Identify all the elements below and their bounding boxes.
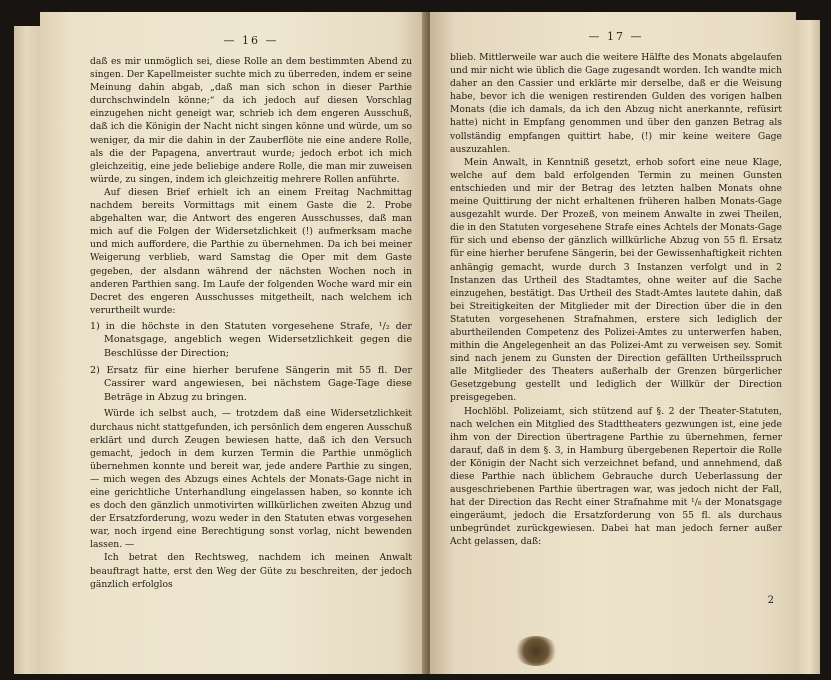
open-book [14,12,820,674]
list-item: 2) Ersatz für eine hierher berufene Sängerin mit 55 fl. Der Cassirer ward angewiesen, bei nächstem Gage-Tage diese Beträge in Abzug zu bringen. [90,364,412,403]
paragraph: blieb. Mittlerweile war auch die weitere Hälfte des Monats abgelaufen und mir nicht wie üblich die Gage zugesandt worden. Ich wandte mich daher an den Cassier und erklärte mir derselbe, daß er die Weisung habe, bevor ich die wenigen restirenden Gulden des vorigen halben Monats (die ich damals, da ich den Abzug nicht anerkannte, refüsirt hatte) nicht in Empfang genommen und über den ganzen Betrag als vollständig empfangen quittirt habe, (!) mir keine weitere Gage auszuzahlen. [450,52,782,155]
paragraph: Hochlöbl. Polizeiamt, sich stützend auf §. 2 der Theater-Statuten, nach welchen ein Mitglied des Stadttheaters gezwungen ist, eine jede ihm von der Direction übertragene Parthie zu übernehmen, ferner darauf, daß in dem §. 3, in Hamburg übergebenen Repertoir die Rolle der Königin der Nacht sich verzeichnet befand, und annehmend, daß diese Parthie nach üblichem Gebrauche durch Ueberlassung der ausgeschriebenen Parthie übertragen war, was jedoch nicht der Fall, hat der Direction das Recht einer Strafnahme mit ¹/₈ der Monatsgage eingeräumt, jedoch die Ersatzforderung von 55 fl. als durchaus unbegründet zurückgewiesen. Dabei hat man jedoch ferner außer Acht gelassen, daß: [450,405,782,548]
paragraph: daß es mir unmöglich sei, diese Rolle an dem bestimmten Abend zu singen. Der Kapellmeister suchte mich zu überreden, indem er seine Meinung dahin abgab, „daß man sich schon in dieser Parthie durchschwindeln könne;“ da ich jedoch auf diesen Vorschlag einzugehen nicht geneigt war, schrieb ich dem engeren Ausschuß, daß ich die Königin der Nacht nicht singen könne und würde, um so weniger, da mir die dahin in der Zauberflöte nie eine andere Rolle, als die der Papagena, anvertraut wurde; jedoch erbot ich mich gleichzeitig, eine jede beliebige andere Rolle, die man mir zuweisen würde, zu singen, indem ich gleichzeitig mehrere Rollen anführte. [90,56,412,185]
list-item: 1) in die höchste in den Statuten vorgesehene Strafe, ¹/₂ der Monatsgage, angeblich wegen Widersetzlichkeit gegen die Beschlüsse der Direction; [90,320,412,360]
left-page [40,12,428,674]
right-page [430,12,796,674]
paragraph: Auf diesen Brief erhielt ich an einem Freitag Nachmittag nachdem bereits Vormittags mit einem Gaste die 2. Probe abgehalten war, die Antwort des engeren Ausschusses, daß man mich auf die Folgen der Widersetzlichkeit (!) aufmerksam mache und mich auffordere, die Parthie zu übernehmen. Da ich bei meiner Weigerung verblieb, ward Samstag die Oper mit dem Gaste gegeben, der alsdann während der nächsten Wochen noch in anderen Parthien sang. Im Laufe der folgenden Woche ward mir ein Decret des engeren Ausschusses mitgetheilt, nach welchem ich verurtheilt wurde: [90,186,412,316]
ink-stain [514,636,558,666]
right-page-text [450,51,782,549]
left-page-text [90,55,412,591]
page-number-left: — 16 — [223,34,279,47]
paragraph: Ich betrat den Rechtsweg, nachdem ich meinen Anwalt beauftragt hatte, erst den Weg der Güte zu beschreiten, der jedoch gänzlich erfolglos [90,552,412,590]
paragraph: Mein Anwalt, in Kenntniß gesetzt, erhob sofort eine neue Klage, welche auf dem bald erfolgenden Termin zu meinen Gunsten entschieden und mir der Betrag des letzten halben Monats ohne meine Quittirung der nicht erhaltenen früheren halben Monats-Gage ausgezahlt wurde. Der Prozeß, von meinem Anwalte in zwei Theilen, die in den Statuten vorgesehene Strafe eines Achtels der Monats-Gage für sich und ebenso der gänzlich willkürliche Abzug von 55 fl. Ersatz für eine hierher berufene Sängerin, bei der Gewissenhaftigkeit richten anhängig gemacht, wurde durch 3 Instanzen verfolgt und in 2 Instanzen das Urtheil des Stadtamtes, ohne weiter auf die Sache einzugehen, bestätigt. Das Urtheil des Stadt-Amtes lautete dahin, daß bei Streitigkeiten der Mitglieder mit der Direction über die in den Statuten vorgesehenen Strafnahmen, erstere sich lediglich der aburtheilenden Competenz des Polizei-Amtes zu unterwerfen haben, mithin die Angelegenheit an das Polizei-Amt zu verweisen sey. Somit sind nach jenem zu Gunsten der Direction gefällten Urtheilsspruch alle Mitglieder des Theaters außerhalb der Grenzen bürgerlicher Gesetzgebung gestellt und lediglich der Willkür der Direction preisgegeben. [450,156,782,404]
right-page-edges [793,20,820,674]
catchword: 2 [767,595,774,606]
paragraph: Würde ich selbst auch, — trotzdem daß eine Widersetzlichkeit durchaus nicht stattgefunden, ich persönlich dem engeren Ausschuß erklärt und durch Zeugen bewiesen hatte, daß ich den Versuch gemacht, jedoch in dem kurzen Termin die Parthie unmöglich übernehmen konnte und bereit war, jede andere Parthie zu singen, — mich wegen des Abzugs eines Achtels der Monats-Gage nicht in eine gerichtliche Unterhandlung eingelassen haben, so konnte ich es doch den gänzlich unmotivirten willkürlichen zweiten Abzug und der Ersatzforderung, wozu weder in den Statuten etwas vorgesehen war, noch irgend eine Berechtigung sonst vorlag, nicht bewenden lassen. — [90,408,412,551]
page-number-right: — 17 — [588,30,644,43]
